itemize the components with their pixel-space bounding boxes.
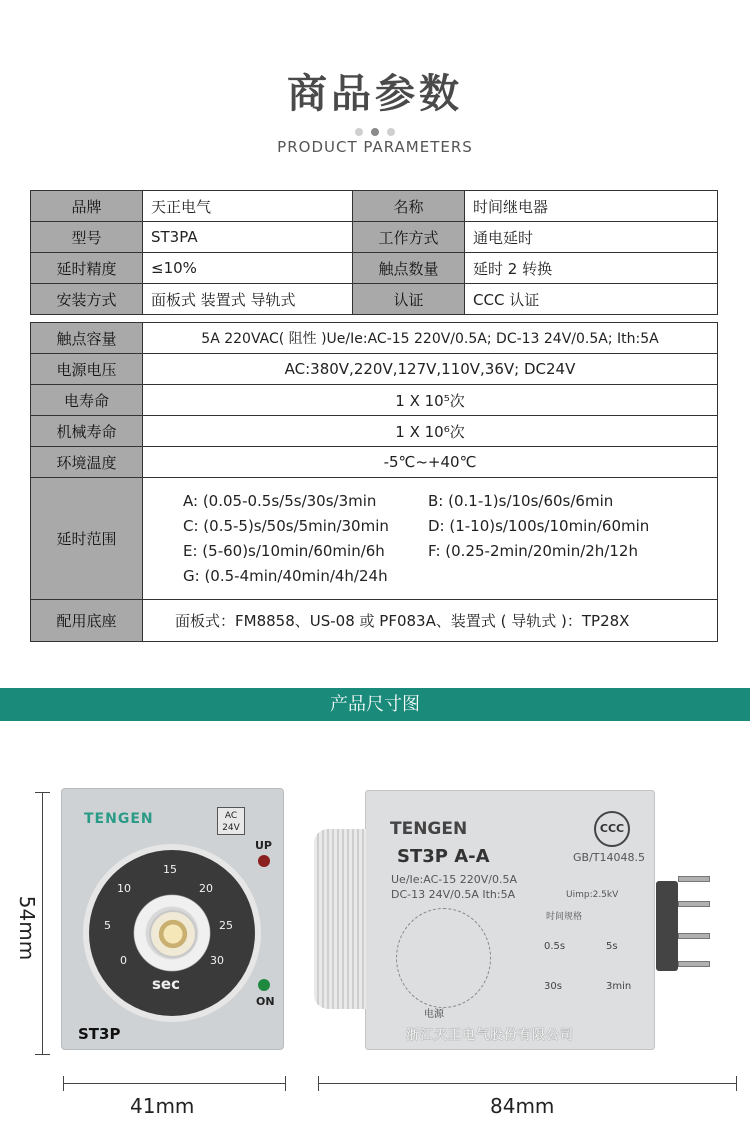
side-width-tick-right: [736, 1076, 737, 1091]
option-0-5s: 0.5s: [544, 941, 566, 952]
mode-value: 通电延时: [465, 222, 718, 253]
brand-label: 品牌: [31, 191, 143, 222]
spec-line-2: DC-13 24V/0.5A Ith:5A: [391, 888, 516, 901]
on-indicator-label: ON: [256, 995, 275, 1008]
dial-cap-side: [314, 829, 366, 1009]
standard-label: GB/T14048.5: [573, 851, 645, 864]
precision-label: 延时精度: [31, 253, 143, 284]
time-spec-label: 时间规格: [546, 912, 583, 922]
front-width-tick-left: [63, 1076, 64, 1091]
front-width-tick-right: [285, 1076, 286, 1091]
front-width-dimension-line: [63, 1083, 285, 1084]
option-5s: 5s: [606, 941, 618, 952]
time-adjust-knob[interactable]: [149, 910, 197, 958]
uimp-label: Uimp:2.5kV: [566, 890, 619, 900]
brand-value: 天正电气: [143, 191, 353, 222]
relay-side-view: [365, 790, 655, 1050]
page-title: 商品参数: [287, 71, 463, 117]
name-label: 名称: [353, 191, 465, 222]
front-width-dimension-label: 41mm: [130, 1094, 195, 1118]
params-table: [30, 190, 718, 642]
install-value: 面板式 装置式 导轨式: [143, 284, 353, 315]
table-row: [31, 284, 718, 315]
pin: [678, 876, 710, 882]
height-dimension-label: 54mm: [15, 895, 39, 961]
dial-tick-5: 5: [104, 919, 111, 932]
ac-voltage: 24V: [222, 823, 240, 833]
delay-range-b: B: (0.1-1)s/10s/60s/6min: [428, 492, 614, 510]
dial-tick-15: 15: [163, 863, 177, 876]
elec-life-value: 1 X 10⁵次: [143, 385, 718, 416]
option-3min: 3min: [606, 981, 632, 992]
dial-tick-25: 25: [219, 919, 233, 932]
table-row: [31, 478, 718, 600]
relay-front-view: [61, 788, 284, 1050]
power-label: 电源: [424, 1009, 444, 1020]
temp-label: 环境温度: [31, 447, 143, 478]
table-row: [31, 323, 718, 354]
wiring-diagram: [396, 908, 491, 1008]
table-row: [31, 416, 718, 447]
table-row: [31, 253, 718, 284]
side-width-dimension-line: [318, 1083, 736, 1084]
option-30s: 30s: [544, 981, 562, 992]
company-name-label: 浙江天正电气股份有限公司: [406, 1028, 575, 1043]
capacity-value: 5A 220VAC( 阻性 )Ue/Ie:AC-15 220V/0.5A; DC-13 24V/0.5A; Ith:5A: [143, 323, 718, 354]
table-row: [31, 600, 718, 642]
up-led-icon: [258, 855, 270, 867]
mech-life-value: 1 X 10⁶次: [143, 416, 718, 447]
pin: [678, 901, 710, 907]
relay-pins: [656, 861, 716, 991]
install-label: 安装方式: [31, 284, 143, 315]
delay-range-e: E: (5-60)s/10min/60min/6h: [183, 542, 385, 560]
dimension-banner: 产品尺寸图: [0, 688, 750, 721]
side-width-dimension-label: 84mm: [490, 1094, 555, 1118]
contacts-value: 延时 2 转换: [465, 253, 718, 284]
cert-value: CCC 认证: [465, 284, 718, 315]
contacts-label: 触点数量: [353, 253, 465, 284]
page-subtitle: PRODUCT PARAMETERS: [277, 138, 473, 156]
voltage-rating-box: [217, 807, 245, 835]
dial-tick-30: 30: [210, 954, 224, 967]
ccc-cert-icon: CCC: [594, 811, 630, 847]
base-label: 配用底座: [31, 600, 143, 642]
mode-label: 工作方式: [353, 222, 465, 253]
delay-range-c: C: (0.5-5)s/50s/5min/30min: [183, 517, 389, 535]
delay-range-d: D: (1-10)s/100s/10min/60min: [428, 517, 650, 535]
mech-life-label: 机械寿命: [31, 416, 143, 447]
elec-life-label: 电寿命: [31, 385, 143, 416]
pin: [678, 961, 710, 967]
table-row: [31, 191, 718, 222]
delay-range-a: A: (0.05-0.5s/5s/30s/3min: [183, 492, 377, 510]
ac-label: AC: [224, 811, 238, 821]
spec-line-1: Ue/Ie:AC-15 220V/0.5A: [391, 873, 517, 886]
table-row: [31, 222, 718, 253]
voltage-label: 电源电压: [31, 354, 143, 385]
height-dimension-tick-bottom: [35, 1054, 50, 1055]
table-row: [31, 447, 718, 478]
table-gap: [31, 315, 718, 323]
capacity-label: 触点容量: [31, 323, 143, 354]
temp-value: -5℃~+40℃: [143, 447, 718, 478]
side-width-tick-left: [318, 1076, 319, 1091]
dial-tick-10: 10: [117, 882, 131, 895]
model-label: 型号: [31, 222, 143, 253]
table-row: [31, 354, 718, 385]
name-value: 时间继电器: [465, 191, 718, 222]
front-model-label: ST3P: [78, 1025, 121, 1043]
side-model-label: ST3P A-A: [397, 846, 490, 867]
model-value: ST3PA: [143, 222, 353, 253]
precision-value: ≤10%: [143, 253, 353, 284]
side-brand-logo: TENGEN: [390, 819, 468, 839]
base-value: 面板式：FM8858、US-08 或 PF083A、装置式 ( 导轨式 )：TP28X: [143, 600, 718, 642]
height-dimension-line: [42, 792, 43, 1054]
dial-tick-20: 20: [199, 882, 213, 895]
dial-tick-0: 0: [120, 954, 127, 967]
pin: [678, 933, 710, 939]
table-row: [31, 385, 718, 416]
voltage-value: AC:380V,220V,127V,110V,36V; DC24V: [143, 354, 718, 385]
delay-value: [143, 478, 718, 600]
cert-label: 认证: [353, 284, 465, 315]
delay-range-g: G: (0.5-4min/40min/4h/24h: [183, 567, 388, 585]
up-indicator-label: UP: [255, 839, 272, 852]
delay-range-f: F: (0.25-2min/20min/2h/12h: [428, 542, 638, 560]
sec-label: sec: [152, 975, 180, 993]
height-dimension-tick-top: [35, 792, 50, 793]
front-brand-logo: TENGEN: [84, 811, 154, 827]
on-led-icon: [258, 979, 270, 991]
delay-label: 延时范围: [31, 478, 143, 600]
